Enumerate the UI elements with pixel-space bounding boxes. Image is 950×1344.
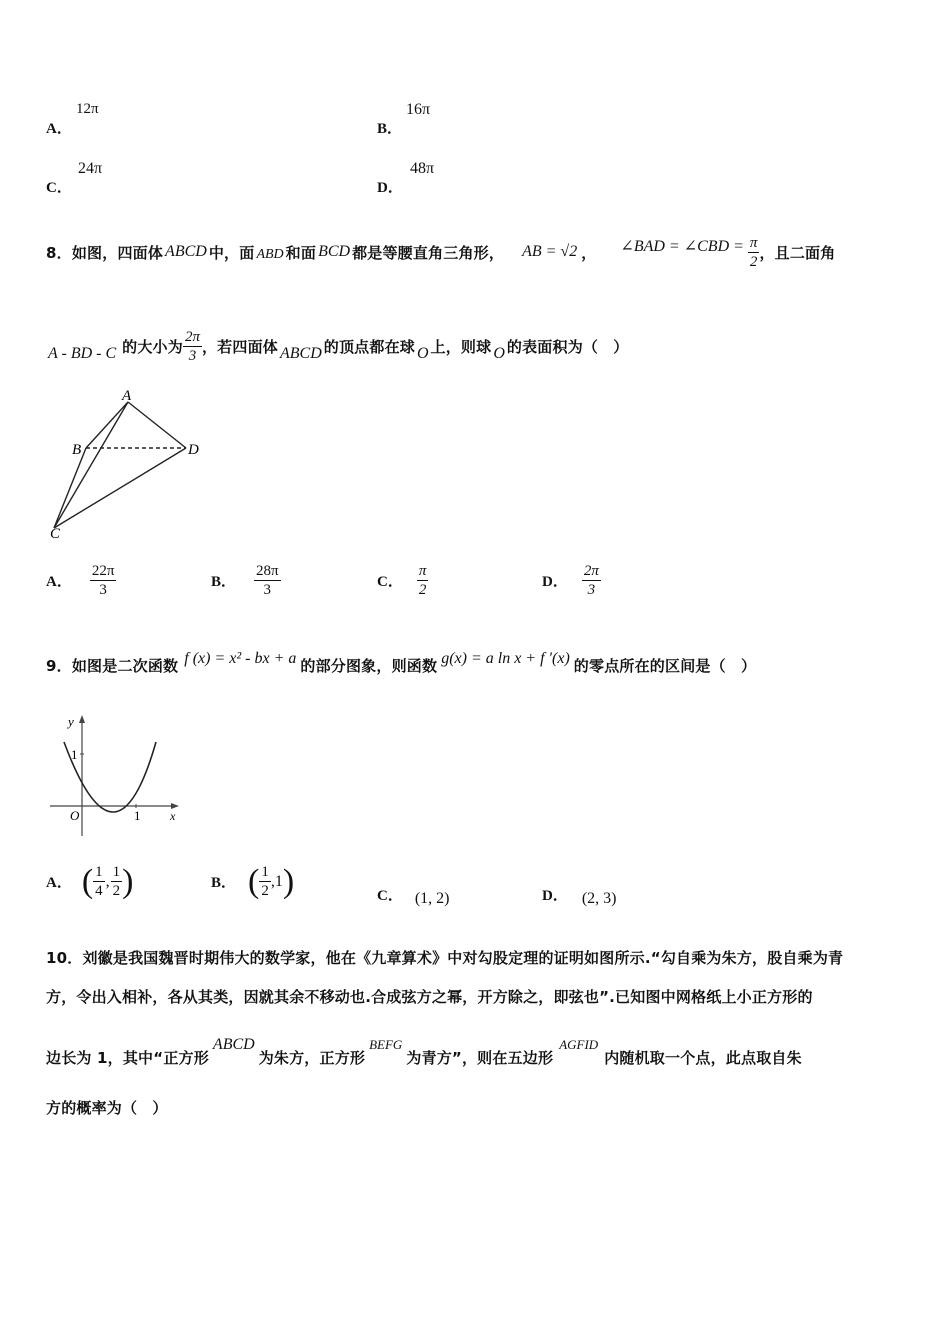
q8-text-9: 的顶点都在球 [323,337,415,356]
q8-text-4: 都是等腰直角三角形， [352,243,505,262]
origin-label: O [70,808,80,823]
q10-text-b: 为朱方，正方形 [258,1048,366,1067]
q8-text-2: 中，面 [208,243,255,262]
q8-option-b-frac: $\frac{28\pi}{3}$ [256,563,279,598]
q8-option-d-frac: $\frac{2\pi}{3}$ [583,563,599,598]
q9-option-d[interactable] [542,888,617,909]
q8-text-11: 的表面积为（ ） [506,337,629,356]
q8-math-o-2: O [493,345,505,362]
q10-text-c: 为青方”，则在五边形 [406,1048,554,1067]
y-one-label: 1 [71,747,78,762]
q9-parabola-graph [46,712,186,842]
vertex-b-label: B [72,442,82,458]
vertex-d-label: D [188,442,199,458]
q8-math-angles: ∠BAD = ∠CBD = [620,238,744,255]
q8-math-dihedral: A - BD - C [48,345,117,362]
q8-text-3: 和面 [285,243,317,262]
q9-math-g: g(x) = a ln x + f ′(x) [441,650,570,667]
q9-option-b[interactable]: B． ( $\frac{1}{2}$ ,1 ) [211,862,295,900]
q8-math-abd: ABD [256,247,284,262]
edge-bc [54,448,86,528]
q8-text-1: 如图，四面体 [71,243,164,262]
q8-option-c[interactable] [377,562,428,599]
q8-frac-2pi-over-3: $\frac{2\pi}{3}$ [184,328,200,364]
q8-text-6: ，且二面角 [759,243,836,262]
q8-math-o: O [416,345,429,362]
q7-option-a-value: 12π [76,101,99,117]
q8-option-a[interactable] [46,562,116,599]
q9-text-3: 的零点所在的区间是（ ） [573,656,757,675]
edge-ac [54,402,128,528]
edge-ad [128,402,186,448]
q9-option-d-value: (2, 3) [581,889,617,907]
q8-math-abcd: ABCD [165,243,207,260]
q9-option-a-label: A． [46,875,72,891]
edge-ab [86,402,128,448]
q9-option-a-frac-2: $\frac{1}{2}$ [112,864,121,899]
q9-option-c-label: C． [377,888,403,904]
q8-text-8: ，若四面体 [201,337,278,356]
q8-option-d[interactable] [542,562,601,599]
q9-option-a[interactable]: A． ( $\frac{1}{4}$ , $\frac{1}{2}$ ) [46,862,134,900]
q8-line-1 [46,224,835,280]
y-axis-arrow [79,715,85,723]
q9-option-a-sep: , [105,872,110,890]
q8-number: 8． [46,243,72,262]
q9-option-b-label: B． [211,875,237,891]
q8-option-d-label: D． [542,574,568,590]
q9-number: 9． [46,656,72,675]
q8-option-a-label: A． [46,574,72,590]
q9-option-c[interactable] [377,888,450,909]
q8-text-7: 的大小为 [122,337,183,356]
q8-math-ab-sqrt2: AB = √2 [522,243,578,260]
q7-option-c-value: 24π [78,160,103,177]
q8-tetrahedron-figure [40,382,220,542]
q7-option-d-label: D． [377,180,403,196]
q9-option-a-frac-1: $\frac{1}{4}$ [95,864,103,899]
q8-option-c-frac: $\frac{\pi}{2}$ [418,563,427,598]
edge-cd [54,448,186,528]
q8-line-2 [48,318,629,374]
q9-math-f: f (x) = x² - bx + a [184,650,297,667]
q7-option-c-label: C． [46,180,72,196]
x-axis-label: x [170,809,176,823]
q8-text-5: ， [581,243,597,262]
q8-option-b-label: B． [211,574,237,590]
q9-option-d-label: D． [542,888,568,904]
q10-math-agfid: AGFID [559,1037,599,1052]
q7-option-d-value: 48π [410,160,435,177]
q10-line-3 [46,1032,802,1082]
q8-math-abcd-2: ABCD [279,345,322,362]
q9-option-c-value: (1, 2) [414,889,450,907]
q8-option-b[interactable] [211,562,281,599]
q7-option-a-label: A． [46,121,72,137]
q8-math-bcd: BCD [318,243,351,260]
q8-option-c-label: C． [377,574,403,590]
q8-option-a-frac: $\frac{22\pi}{3}$ [91,563,115,598]
q10-line-4: 方的概率为（ ） [46,1099,168,1117]
q9-text-2: 的部分图象，则函数 [300,656,438,675]
q10-line-1: 10．刘徽是我国魏晋时期伟大的数学家，他在《九章算术》中对勾股定理的证明如图所示.“勾自乘为朱方，股自乘为青 [46,949,844,967]
q9-text-1: 如图是二次函数 [71,656,179,675]
q7-option-b-label: B． [377,121,403,137]
q10-math-befg: BEFG [369,1037,403,1052]
x-one-label: 1 [134,808,141,823]
q10-math-abcd: ABCD [212,1036,255,1053]
q9-option-b-frac: $\frac{1}{2}$ [261,864,269,899]
q8-frac-pi-over-2: $\frac{\pi}{2}$ [749,234,758,270]
q9-line-1 [46,645,756,685]
q10-text-a: 边长为 1，其中“正方形 [46,1048,209,1067]
parabola-curve [64,742,156,812]
vertex-a-label: A [122,388,132,404]
q8-text-10: 上，则球 [430,337,492,356]
vertex-c-label: C [50,526,61,542]
q9-option-b-rest: ,1 [270,872,283,890]
y-axis-label: y [68,714,74,729]
q10-line-2: 方，令出入相补，各从其类，因就其余不移动也.合成弦方之幂，开方除之，即弦也”.已知图中网格纸上小正方形的 [46,988,813,1006]
q10-text-d: 内随机取一个点，此点取自朱 [604,1048,802,1067]
q7-option-b-value: 16π [406,101,431,118]
